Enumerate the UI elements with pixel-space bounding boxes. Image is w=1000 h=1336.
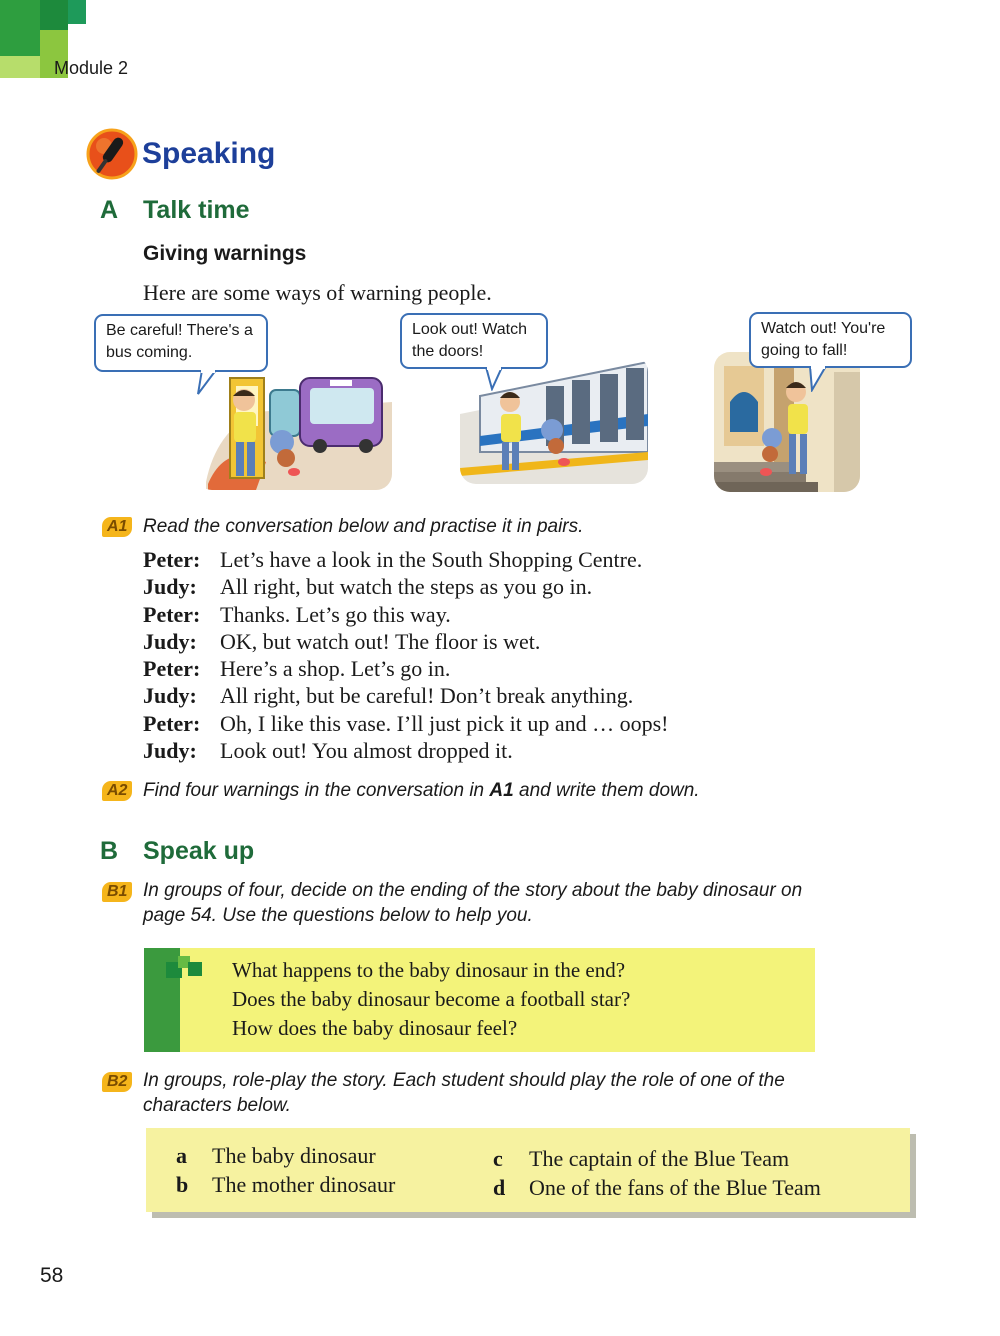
- role-letter: a: [176, 1143, 187, 1168]
- speaker: Peter:: [143, 656, 201, 682]
- page-number: 58: [40, 1264, 64, 1287]
- dialogue-line: [143, 710, 843, 737]
- dialogue-line: [143, 655, 843, 682]
- dialogue-text: Thanks. Let’s go this way.: [220, 601, 451, 627]
- speaker: Judy:: [143, 738, 197, 764]
- questions-list: [232, 956, 630, 1043]
- dialogue-line: [143, 737, 843, 764]
- dialogue-line: [143, 682, 843, 709]
- speaker: Judy:: [143, 574, 197, 600]
- b1-instruction-line2: page 54. Use the questions below to help you.: [143, 905, 533, 926]
- dialogue-text: Look out! You almost dropped it.: [220, 738, 513, 764]
- a2-instruction-end: and write them down.: [513, 780, 700, 801]
- dialogue: [143, 546, 843, 764]
- activity-tag-b1: B1: [102, 882, 132, 902]
- role-letter: d: [493, 1175, 506, 1200]
- activity-tag-b2: B2: [102, 1072, 132, 1092]
- section-a-letter: A: [100, 196, 119, 224]
- speaker: Judy:: [143, 683, 197, 709]
- dialogue-text: Let’s have a look in the South Shopping Centre.: [220, 547, 643, 572]
- b2-row: [102, 1072, 132, 1092]
- dialogue-line: [143, 601, 843, 628]
- b2-instruction-line1: In groups, role-play the story. Each student should play the role of one of the: [143, 1070, 785, 1091]
- role-item: [176, 1170, 395, 1199]
- section-b-title: Speak up: [143, 837, 255, 865]
- dialogue-text: OK, but watch out! The floor is wet.: [220, 628, 541, 654]
- role-text: The captain of the Blue Team: [529, 1146, 790, 1171]
- bus-stop-illustration: [196, 372, 392, 490]
- role-letter: b: [176, 1172, 189, 1197]
- question: Does the baby dinosaur become a football star?: [232, 987, 631, 1011]
- section-title: Speaking: [142, 137, 276, 170]
- question: How does the baby dinosaur feel?: [232, 1016, 518, 1040]
- speaker: Judy:: [143, 628, 197, 654]
- steps-illustration: [714, 352, 860, 492]
- a2-instruction-start: Find four warnings in the conversation in: [143, 780, 490, 801]
- warning-bubble-steps: Watch out! You're going to fall!: [749, 312, 912, 368]
- warning-bubble-train: Look out! Watch the doors!: [400, 313, 548, 369]
- corner-decoration-light: [0, 56, 40, 78]
- intro-text: Here are some ways of warning people.: [143, 280, 492, 305]
- bubble-tail: [806, 366, 830, 392]
- bubble-tail: [196, 370, 220, 396]
- role-text: One of the fans of the Blue Team: [529, 1175, 821, 1200]
- corner-decoration-accent: [68, 0, 86, 24]
- corner-decoration-square: [40, 0, 68, 30]
- dialogue-text: All right, but watch the steps as you go in.: [220, 574, 593, 600]
- role-text: The baby dinosaur: [212, 1143, 376, 1168]
- microphone-icon: [86, 128, 138, 180]
- speaker: Peter:: [143, 547, 201, 572]
- role-letter: c: [493, 1146, 503, 1171]
- speaker: Peter:: [143, 601, 201, 627]
- warning-bubble-bus: Be careful! There's a bus coming.: [94, 314, 268, 372]
- dialogue-text: All right, but be careful! Don’t break anything.: [220, 683, 634, 709]
- role-item: [493, 1144, 789, 1173]
- bubble-tail: [484, 367, 506, 391]
- role-text: The mother dinosaur: [212, 1172, 396, 1197]
- section-a-title: Talk time: [143, 196, 250, 224]
- question: What happens to the baby dinosaur in the end?: [232, 958, 626, 982]
- b1-row: [102, 882, 132, 902]
- role-item: [176, 1141, 376, 1170]
- roles-box: [146, 1128, 910, 1212]
- box-square: [188, 962, 202, 976]
- section-b-letter: B: [100, 837, 119, 865]
- activity-tag-a2: A2: [102, 781, 132, 801]
- dialogue-text: Here’s a shop. Let’s go in.: [220, 656, 451, 682]
- role-item: [493, 1173, 821, 1202]
- subheading: Giving warnings: [143, 242, 307, 265]
- b1-instruction-line1: In groups of four, decide on the ending of the story about the baby dinosaur on: [143, 880, 803, 901]
- dialogue-line: [143, 573, 843, 600]
- activity-tag-a1: A1: [102, 517, 132, 537]
- a2-instruction: [143, 780, 700, 802]
- module-label: Module 2: [54, 58, 129, 78]
- dialogue-text: Oh, I like this vase. I’ll just pick it up and … oops!: [220, 710, 669, 736]
- questions-box: [144, 948, 815, 1052]
- corner-decoration-dark: [0, 0, 40, 56]
- dialogue-line: [143, 546, 843, 573]
- speaker: Peter:: [143, 710, 201, 736]
- a2-instruction-ref: A1: [489, 780, 514, 801]
- a2-row: [102, 781, 132, 801]
- b2-instruction-line2: characters below.: [143, 1095, 291, 1116]
- dialogue-line: [143, 628, 843, 655]
- a1-instruction: Read the conversation below and practise it in pairs.: [143, 516, 584, 537]
- a1-row: [102, 517, 132, 537]
